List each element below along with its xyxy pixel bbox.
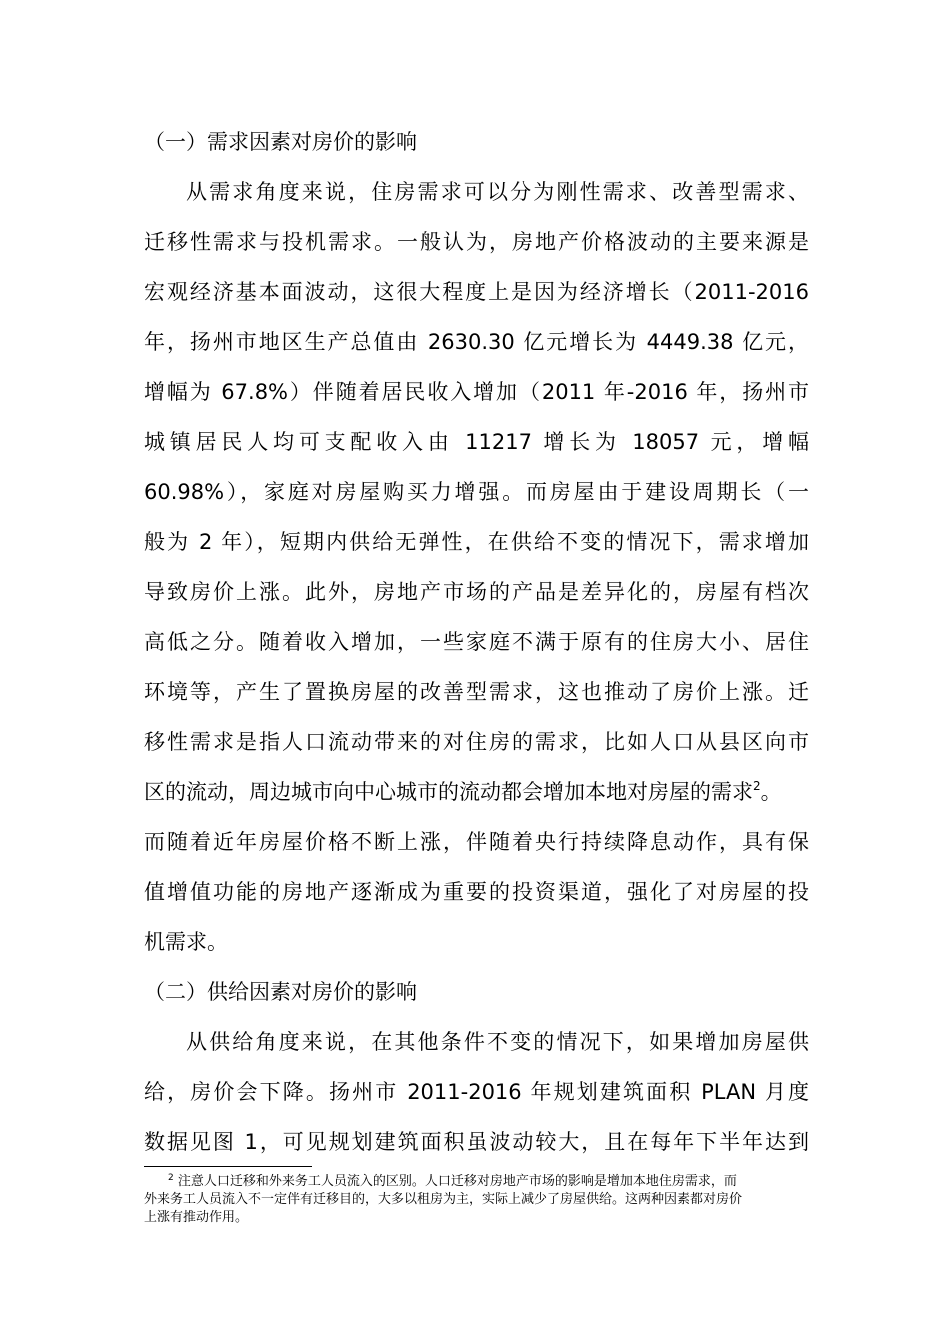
footnote-line: 上涨有推动作用。 bbox=[144, 1210, 249, 1225]
paragraph-line: 值增值功能的房地产逐渐成为重要的投资渠道，强化了对房屋的投 bbox=[144, 880, 809, 904]
paragraph-text: 。 bbox=[760, 780, 782, 804]
paragraph-line: 增幅为 67.8%）伴随着居民收入增加（2011 年-2016 年，扬州市 bbox=[144, 380, 809, 404]
paragraph-line: 环境等，产生了置换房屋的改善型需求，这也推动了房价上涨。迁 bbox=[144, 680, 809, 704]
paragraph-line: 般为 2 年），短期内供给无弹性，在供给不变的情况下，需求增加 bbox=[144, 530, 809, 554]
paragraph-line: 迁移性需求与投机需求。一般认为，房地产价格波动的主要来源是 bbox=[144, 230, 809, 254]
footnote-separator bbox=[144, 1166, 312, 1167]
paragraph-line: 导致房价上涨。此外，房地产市场的产品是差异化的，房屋有档次 bbox=[144, 580, 809, 604]
paragraph-line: 高低之分。随着收入增加，一些家庭不满于原有的住房大小、居住 bbox=[144, 630, 809, 654]
paragraph-line: 城镇居民人均可支配收入由 11217 增长为 18057 元，增幅 bbox=[144, 430, 809, 454]
paragraph-line: 年，扬州市地区生产总值由 2630.30 亿元增长为 4449.38 亿元， bbox=[144, 330, 809, 354]
section-heading-supply: （二）供给因素对房价的影响 bbox=[144, 980, 417, 1004]
paragraph-line: 宏观经济基本面波动，这很大程度上是因为经济增长（2011-2016 bbox=[144, 280, 809, 304]
footnote-reference[interactable]: 2 bbox=[753, 779, 761, 793]
paragraph-line: 60.98%），家庭对房屋购买力增强。而房屋由于建设周期长（一 bbox=[144, 480, 809, 504]
paragraph-line: 而随着近年房屋价格不断上涨，伴随着央行持续降息动作，具有保 bbox=[144, 830, 809, 854]
footnote-text: 注意人口迁移和外来务工人员流入的区别。人口迁移对房地产市场的影响是增加本地住房需求，而 bbox=[177, 1174, 737, 1189]
paragraph-text: 区的流动，周边城市向中心城市的流动都会增加本地对房屋的需求 bbox=[144, 780, 753, 804]
paragraph-line: 从供给角度来说，在其他条件不变的情况下，如果增加房屋供 bbox=[186, 1030, 809, 1054]
footnote-line: 外来务工人员流入不一定伴有迁移目的，大多以租房为主，实际上减少了房屋供给。这两种因素都对房价 bbox=[144, 1192, 743, 1207]
paragraph-line-with-footnote bbox=[144, 777, 809, 807]
paragraph-line: 移性需求是指人口流动带来的对住房的需求，比如人口从县区向市 bbox=[144, 730, 809, 754]
paragraph-line: 机需求。 bbox=[144, 930, 228, 954]
section-heading-demand: （一）需求因素对房价的影响 bbox=[144, 130, 417, 154]
paragraph-line: 数据见图 1，可见规划建筑面积虽波动较大，且在每年下半年达到 bbox=[144, 1130, 809, 1154]
paragraph-line: 从需求角度来说，住房需求可以分为刚性需求、改善型需求、 bbox=[186, 180, 809, 204]
footnote-line bbox=[168, 1173, 814, 1191]
paragraph-line: 给，房价会下降。扬州市 2011-2016 年规划建筑面积 PLAN 月度 bbox=[144, 1080, 809, 1104]
footnote-mark: 2 bbox=[168, 1173, 174, 1183]
